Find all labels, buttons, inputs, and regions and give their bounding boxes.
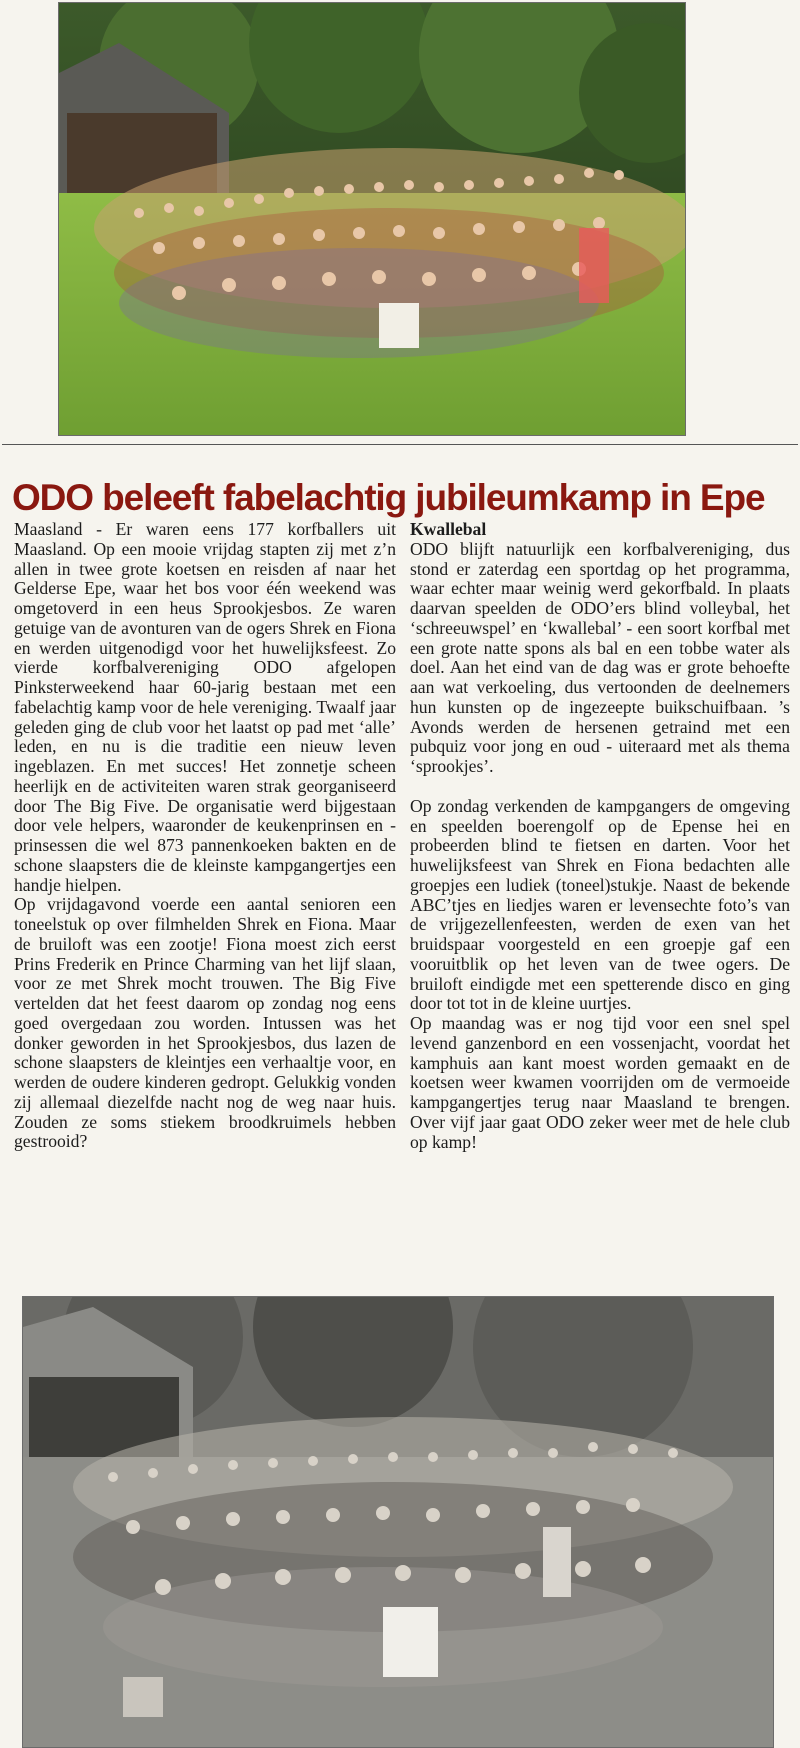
subhead-kwallebal: Kwallebal	[410, 519, 487, 539]
group-photo-color	[58, 2, 686, 436]
headline-rule	[2, 444, 798, 445]
group-photo-monochrome	[22, 1296, 774, 1748]
paragraph: Maasland - Er waren eens 177 korfballers uit Maasland. Op een mooie vrijdag stapten zij met z’n allen in twee grote koetsen en reisden af naar het Gelderse Epe, waar het bos voor één weekend was omgetoverd in een heus Sprookjesbos. Ze waren getuige van de avonturen van de ogers Shrek en Fiona en werden uitgenodigd voor het huwelijksfeest. Zo vierde korfbalvereniging ODO afgelopen Pinksterweekend haar 60-jarig bestaan met een fabelachtig kamp voor de hele vereniging. Twaalf jaar geleden ging de club voor het laatst op pad met ‘alle’ leden, en nu is die traditie een nieuw leven ingeblazen. En met succes! Het zonnetje scheen heerlijk en de activiteiten waren strak georganiseerd door The Big Five. De organisatie werd bijgestaan door vele helpers, waaronder de keukenprinsen en -prinsessen die wel 873 pannenkoeken bakten en de schone slaapsters die de kleinste kampgangertjes een handje hielpen.	[14, 519, 396, 895]
article-column-right	[410, 520, 790, 1152]
paragraph: Op zondag verkenden de kampgangers de omgeving en speelden boerengolf op de Epense hei en probeerden blind te fietsen en darten. Voor het huwelijksfeest van Shrek en Fiona bedachten alle groepjes een ludiek (toneel)stukje. Naast de bekende ABC’tjes en liedjes waren er levensechte foto’s van de vrijgezellenfeesten, werden de exen van het bruidspaar voorgesteld en een groepje gaf een vooruitblik op het leven van de twee ogers. De bruiloft eindigde met een spetterende disco en ging door tot tot in de kleine uurtjes.	[410, 795, 790, 1014]
paragraph: Op vrijdagavond voerde een aantal senioren een toneelstuk op over filmhelden Shrek en Fiona. Maar de bruiloft was een zootje! Fiona moest zich eerst Prins Frederik en Prince Charming van het lijf slaan, voor ze met Shrek mocht trouwen. The Big Five vertelden dat het feest daarom op zondag nog eens goed overgedaan zou worden. Intussen was het donker geworden in het Sprookjesbos, dus lazen de schone slaapsters de kleintjes een verhaaltje voor, en werden de oudere kinderen gedropt. Gelukkig vonden zij allemaal diezelfde nacht nog de weg naar huis. Zouden ze soms stiekem broodkruimels hebben gestrooid?	[14, 894, 396, 1152]
paragraph: Op maandag was er nog tijd voor een snel spel levend ganzenbord en een vossenjacht, voordat het kamphuis aan kant moest worden gemaakt en de koetsen weer kwamen voorrijden om de vermoeide kampgangertjes terug naar Maasland te brengen. Over vijf jaar gaat ODO zeker weer met de hele club op kamp!	[410, 1013, 790, 1152]
article-headline: ODO beleeft fabelachtig jubileumkamp in Epe	[12, 476, 765, 518]
article-column-left	[14, 520, 396, 1152]
paragraph: ODO blijft natuurlijk een korfbalvereniging, dus stond er zaterdag een sportdag op het programma, waar echter maar weinig werd gekorfbald. In plaats daarvan speelden de ODO’ers blind volleybal, het ‘schreeuwspel’ en ‘kwallebal’ - een soort korfbal met een grote natte spons als bal en een tobbe water als doel. Aan het eind van de dag was er grote behoefte aan wat verkoeling, dus vertoonden de deelnemers hun kunsten op de ingezeepte buikschuifbaan. ’s Avonds werden de hersenen getraind met een pubquiz voor jong en oud - uiteraard met als thema ‘sprookjes’.	[410, 538, 790, 776]
